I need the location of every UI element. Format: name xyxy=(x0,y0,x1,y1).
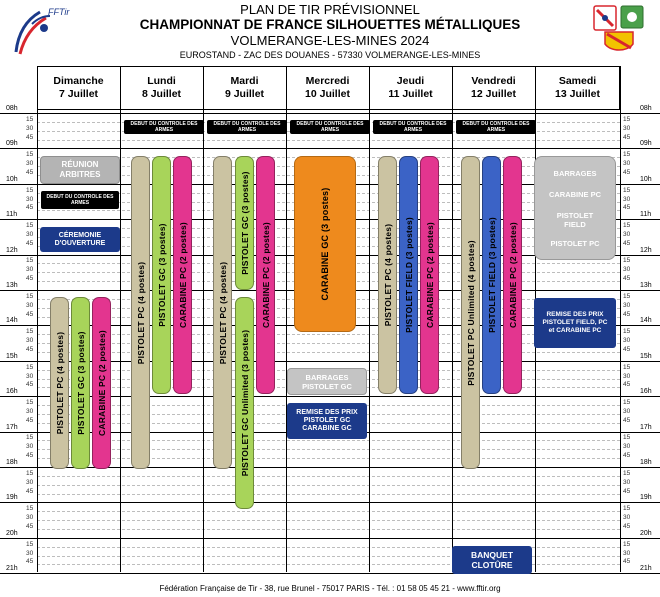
controle-banner-vendredi: DEBUT DU CONTROLE DES ARMES xyxy=(456,120,536,134)
ven-pistolet-field: PISTOLET FIELD (3 postes) xyxy=(482,156,501,394)
hour-label: 12h xyxy=(6,246,18,254)
minute-label: 15 xyxy=(26,115,34,123)
lun-carabine-pc: CARABINE PC (2 postes) xyxy=(173,156,192,394)
hour-label: 15h xyxy=(640,352,652,360)
day-date: 12 Juillet xyxy=(471,88,516,100)
minute-label: 15 xyxy=(26,257,34,265)
minute-label: 15 xyxy=(623,115,631,123)
quarter-line xyxy=(37,547,620,548)
minute-label: 45 xyxy=(623,452,631,460)
hour-line xyxy=(0,573,660,574)
day-date: 8 Juillet xyxy=(141,88,182,100)
sam-barrages-carabine-pc: CARABINE PC xyxy=(548,189,602,199)
quarter-line xyxy=(37,529,620,530)
quarter-line xyxy=(37,476,620,477)
reunion-arbitres: RÉUNION ARBITRES xyxy=(40,156,120,184)
minute-label: 15 xyxy=(26,505,34,513)
hour-label: 14h xyxy=(640,317,652,325)
minute-label: 30 xyxy=(623,443,631,451)
hour-label: 20h xyxy=(6,529,18,537)
hour-line xyxy=(0,113,660,114)
controle-banner-lundi: DEBUT DU CONTROLE DES ARMES xyxy=(124,120,204,134)
minute-label: 30 xyxy=(623,230,631,238)
minute-label: 45 xyxy=(26,416,34,424)
controle-banner-dimanche: DEBUT DU CONTROLE DES ARMES xyxy=(41,191,119,209)
hour-label: 10h xyxy=(640,175,652,183)
title-line3: VOLMERANGE-LES-MINES 2024 xyxy=(230,33,430,48)
hour-label: 09h xyxy=(6,140,18,148)
minute-label: 15 xyxy=(623,222,631,230)
sam-barrages-pistolet-field: PISTOLET FIELD xyxy=(556,210,594,229)
title-line2: CHAMPIONNAT DE FRANCE SILHOUETTES MÉTALLIQUES xyxy=(139,17,521,32)
minute-label: 30 xyxy=(623,514,631,522)
minute-label: 30 xyxy=(623,478,631,486)
dim-pistolet-gc: PISTOLET GC (3 postes) xyxy=(71,297,90,469)
hour-line xyxy=(0,502,660,503)
minute-label: 15 xyxy=(623,328,631,336)
minute-label: 15 xyxy=(26,151,34,159)
minute-label: 30 xyxy=(26,478,34,486)
hour-label: 11h xyxy=(6,211,18,219)
day-name: Mercredi xyxy=(305,75,350,87)
minute-label: 15 xyxy=(623,469,631,477)
ceremonie-ouverture: CÉREMONIE D'OUVERTURE xyxy=(40,227,120,252)
day-name: Mardi xyxy=(230,75,259,87)
day-column-divider xyxy=(369,66,370,572)
day-column-divider xyxy=(286,66,287,572)
hour-label: 19h xyxy=(6,494,18,502)
mer-barrages-pistolet-gc: BARRAGES PISTOLET GC xyxy=(287,368,367,395)
ven-pistolet-pc-unlimited: PISTOLET PC Unlimited (4 postes) xyxy=(461,156,480,469)
day-column-divider xyxy=(203,66,204,572)
minute-label: 15 xyxy=(623,434,631,442)
day-column-divider xyxy=(620,66,621,572)
quarter-line xyxy=(37,494,620,495)
minute-label: 15 xyxy=(26,434,34,442)
day-date: 11 Juillet xyxy=(388,88,433,100)
day-header xyxy=(37,66,120,110)
lun-pistolet-gc: PISTOLET GC (3 postes) xyxy=(152,156,171,394)
hour-line xyxy=(0,538,660,539)
svg-text:FFTir: FFTir xyxy=(48,7,70,17)
minute-label: 30 xyxy=(26,195,34,203)
hour-label: 17h xyxy=(640,423,652,431)
minute-label: 30 xyxy=(26,514,34,522)
ven-carabine-pc: CARABINE PC (2 postes) xyxy=(503,156,522,394)
sam-barrages-pistolet-pc: PISTOLET PC xyxy=(550,238,600,248)
minute-label: 30 xyxy=(26,549,34,557)
quarter-line xyxy=(37,440,620,441)
hour-label: 10h xyxy=(6,175,18,183)
jeu-carabine-pc: CARABINE PC (2 postes) xyxy=(420,156,439,394)
day-date: 10 Juillet xyxy=(305,88,350,100)
hour-label: 18h xyxy=(640,459,652,466)
minute-label: 15 xyxy=(26,399,34,407)
quarter-line xyxy=(37,343,620,344)
sam-barrages-label: BARRAGES xyxy=(553,168,597,178)
quarter-line xyxy=(37,520,620,521)
hour-label: 12h xyxy=(640,246,652,254)
minute-label: 45 xyxy=(26,487,34,495)
hour-label: 18h xyxy=(6,459,18,466)
sam-barrages xyxy=(534,156,616,260)
minute-label: 45 xyxy=(623,133,631,141)
minute-label: 30 xyxy=(26,443,34,451)
minute-label: 45 xyxy=(623,204,631,212)
quarter-line xyxy=(37,449,620,450)
minute-label: 45 xyxy=(26,522,34,530)
minute-label: 30 xyxy=(26,372,34,380)
minute-label: 15 xyxy=(26,328,34,336)
hour-line xyxy=(0,148,660,149)
minute-label: 45 xyxy=(26,345,34,353)
mar-carabine-pc: CARABINE PC (2 postes) xyxy=(256,156,275,394)
minute-label: 30 xyxy=(623,372,631,380)
day-column-divider xyxy=(120,66,121,572)
minute-label: 45 xyxy=(623,275,631,283)
quarter-line xyxy=(37,485,620,486)
hour-label: 13h xyxy=(640,282,652,289)
footer-contact: Fédération Française de Tir - 38, rue Brunel - 75017 PARIS - Tél. : 01 58 05 45 21 - www.fftir.org xyxy=(159,584,501,593)
minute-label: 45 xyxy=(26,168,34,176)
day-header xyxy=(203,66,286,110)
minute-label: 15 xyxy=(26,363,34,371)
minute-label: 15 xyxy=(26,540,34,548)
day-column-divider xyxy=(452,66,453,572)
minute-label: 30 xyxy=(623,549,631,557)
minute-label: 45 xyxy=(26,310,34,318)
minute-label: 45 xyxy=(26,239,34,247)
minute-label: 30 xyxy=(26,266,34,274)
hour-label: 09h xyxy=(640,140,652,148)
controle-banner-jeudi: DEBUT DU CONTROLE DES ARMES xyxy=(373,120,453,134)
venue-address: EUROSTAND - ZAC DES DOUANES - 57330 VOLMERANGE-LES-MINES xyxy=(179,50,481,60)
day-name: Vendredi xyxy=(471,75,516,87)
hour-label: 20h xyxy=(640,529,652,537)
controle-banner-mercredi: DEBUT DU CONTROLE DES ARMES xyxy=(290,120,370,134)
minute-label: 15 xyxy=(26,469,34,477)
mar-pistolet-gc-unlimited: PISTOLET GC Unlimited (3 postes) xyxy=(235,297,254,509)
quarter-line xyxy=(37,511,620,512)
quarter-line xyxy=(37,352,620,353)
controle-banner-mardi: DEBUT DU CONTROLE DES ARMES xyxy=(207,120,287,134)
minute-label: 15 xyxy=(623,292,631,300)
minute-label: 15 xyxy=(26,222,34,230)
minute-label: 45 xyxy=(623,168,631,176)
mar-pistolet-gc: PISTOLET GC (3 postes) xyxy=(235,156,254,290)
mar-pistolet-pc: PISTOLET PC (4 postes) xyxy=(213,156,232,469)
minute-label: 30 xyxy=(26,337,34,345)
dim-carabine-pc: CARABINE PC (2 postes) xyxy=(92,297,111,469)
minute-label: 45 xyxy=(623,310,631,318)
day-column-divider xyxy=(37,66,38,572)
dim-pistolet-pc: PISTOLET PC (4 postes) xyxy=(50,297,69,469)
minute-label: 15 xyxy=(623,505,631,513)
hour-label: 11h xyxy=(640,211,652,219)
minute-label: 45 xyxy=(623,487,631,495)
hour-label: 14h xyxy=(6,317,18,325)
minute-label: 45 xyxy=(26,452,34,460)
minute-label: 30 xyxy=(623,337,631,345)
ven-banquet-cloture: BANQUET CLOTÛRE xyxy=(452,546,532,574)
minute-label: 45 xyxy=(623,381,631,389)
mer-carabine-gc: CARABINE GC (3 postes) xyxy=(294,156,356,332)
minute-label: 45 xyxy=(26,558,34,566)
hour-label: 15h xyxy=(6,352,18,360)
minute-label: 45 xyxy=(26,275,34,283)
hour-label: 08h xyxy=(6,105,18,112)
minute-label: 30 xyxy=(26,124,34,132)
day-date: 13 Juillet xyxy=(555,88,600,100)
hour-label: 13h xyxy=(6,282,18,289)
hour-label: 21h xyxy=(640,565,652,573)
quarter-line xyxy=(37,556,620,557)
minute-label: 30 xyxy=(623,266,631,274)
hour-label: 16h xyxy=(6,388,18,396)
title-line1: PLAN DE TIR PRÉVISIONNEL xyxy=(240,2,420,17)
minute-label: 30 xyxy=(26,301,34,309)
quarter-line xyxy=(37,334,620,335)
hour-label: 16h xyxy=(640,388,652,396)
minute-label: 30 xyxy=(26,230,34,238)
day-header xyxy=(286,66,369,110)
minute-label: 45 xyxy=(26,204,34,212)
quarter-line xyxy=(37,140,620,141)
minute-label: 15 xyxy=(623,540,631,548)
quarter-line xyxy=(37,564,620,565)
minute-label: 15 xyxy=(623,257,631,265)
minute-label: 30 xyxy=(623,160,631,168)
hour-label: 17h xyxy=(6,423,18,431)
hour-label: 21h xyxy=(6,565,18,573)
day-date: 9 Juillet xyxy=(224,88,265,100)
day-name: Samedi xyxy=(558,75,597,87)
minute-label: 30 xyxy=(26,407,34,415)
minute-label: 45 xyxy=(623,239,631,247)
minute-label: 15 xyxy=(26,292,34,300)
day-header xyxy=(369,66,452,110)
minute-label: 45 xyxy=(623,345,631,353)
minute-label: 15 xyxy=(623,363,631,371)
day-name: Lundi xyxy=(147,75,176,87)
minute-label: 30 xyxy=(623,195,631,203)
fftir-logo xyxy=(10,4,72,56)
day-name: Jeudi xyxy=(396,75,425,87)
hour-label: 19h xyxy=(640,494,652,502)
sam-remise-des-prix: REMISE DES PRIX PISTOLET FIELD, PC et CARABINE PC xyxy=(534,298,616,348)
minute-label: 30 xyxy=(26,160,34,168)
minute-label: 30 xyxy=(623,124,631,132)
region-coat-of-arms-logo xyxy=(593,4,645,54)
minute-label: 15 xyxy=(26,186,34,194)
minute-label: 15 xyxy=(623,186,631,194)
mer-remise-des-prix: REMISE DES PRIX PISTOLET GC CARABINE GC xyxy=(287,403,367,439)
lun-pistolet-pc: PISTOLET PC (4 postes) xyxy=(131,156,150,469)
day-header xyxy=(535,66,620,110)
minute-label: 45 xyxy=(623,522,631,530)
jeu-pistolet-field: PISTOLET FIELD (3 postes) xyxy=(399,156,418,394)
day-header xyxy=(120,66,203,110)
quarter-line xyxy=(37,458,620,459)
minute-label: 15 xyxy=(623,399,631,407)
minute-label: 15 xyxy=(623,151,631,159)
hour-label: 08h xyxy=(640,105,652,112)
jeu-pistolet-pc: PISTOLET PC (4 postes) xyxy=(378,156,397,394)
day-name: Dimanche xyxy=(53,75,104,87)
minute-label: 30 xyxy=(623,407,631,415)
minute-label: 45 xyxy=(26,133,34,141)
title-block xyxy=(90,2,570,48)
day-header xyxy=(452,66,535,110)
minute-label: 45 xyxy=(623,416,631,424)
minute-label: 45 xyxy=(623,558,631,566)
day-date: 7 Juillet xyxy=(58,88,99,100)
minute-label: 30 xyxy=(623,301,631,309)
minute-label: 45 xyxy=(26,381,34,389)
